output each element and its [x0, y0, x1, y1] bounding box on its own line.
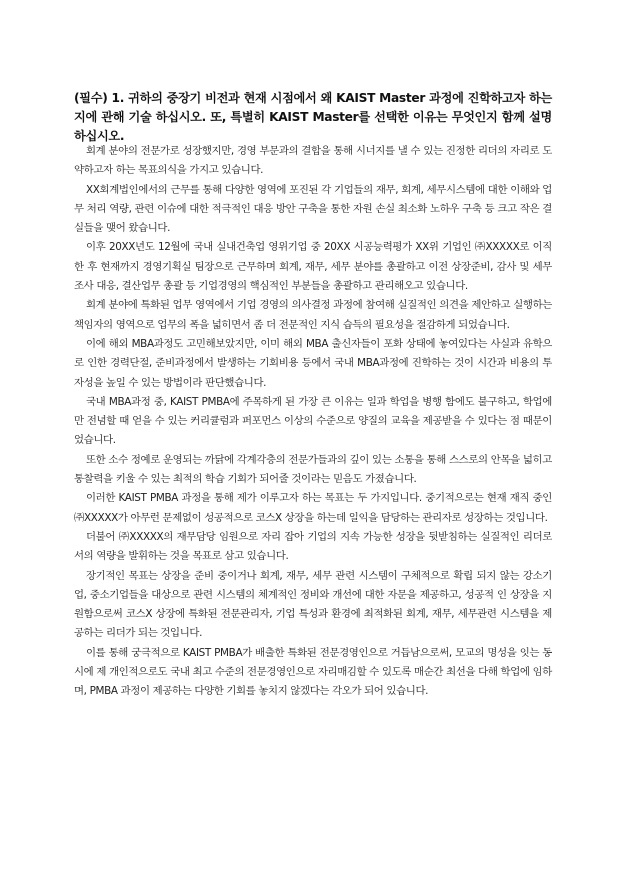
answer-paragraph: 이후 20XX년도 12월에 국내 실내건축업 영위기업 중 20XX 시공능력평가 XX위 기업인 ㈜XXXXX로 이직한 후 현재까지 경영기획실 팀장으로 근무하며 회계, 재무, 세무 분야를 총괄하고 이전 상장준비, 감사 및 세무조사 대응, 결산업무 총괄 등 기업경영의 핵심적인 부분들을 총괄하고 관리해오고 있습니다.: [74, 241, 552, 293]
answer-paragraph: 장기적인 목표는 상장을 준비 중이거나 회계, 재무, 세무 관련 시스템이 구체적으로 확립 되지 않는 강소기업, 중소기업들을 대상으로 관련 시스템의 체계적인 정비와 개선에 대한 자문을 제공하고, 성공적 인 상장을 지원함으로써 코스X 상장에 특화된 전문관리자, 기업 특성과 환경에 최적화된 회계, 재무, 세무관련 시스템을 제공하는 리더가 되는 것입니다.: [74, 569, 552, 640]
answer-paragraph: 회계 분야에 특화된 업무 영역에서 기업 경영의 의사결정 과정에 참여해 실질적인 의견을 제안하고 실행하는 책임자의 영역으로 업무의 폭을 넓히면서 좀 더 전문적인 지식 습득의 필요성을 절감하게 되었습니다.: [74, 299, 552, 331]
answer-paragraph: 이에 해외 MBA과정도 고민해보았지만, 이미 해외 MBA 출신자들이 포화 상태에 놓여있다는 사실과 유학으로 인한 경력단절, 준비과정에서 발생하는 기회비용 등에서 국내 MBA과정에 진학하는 것이 시간과 비용의 투자성을 높일 수 있는 방법이라 판단했습니다.: [74, 337, 552, 389]
answer-paragraph: XX회계법인에서의 근무를 통해 다양한 영역에 포진된 각 기업들의 재무, 회계, 세무시스템에 대한 이해와 업무 처리 역량, 관련 이슈에 대한 적극적인 대응 방안 구축을 통한 자원 손실 최소화 노하우 구축 등 크고 작은 결실들을 맺어 왔습니다.: [74, 183, 552, 235]
answer-paragraph: 국내 MBA과정 중, KAIST PMBA에 주목하게 된 가장 큰 이유는 일과 학업을 병행 함에도 불구하고, 학업에만 전념할 때 얻을 수 있는 커리큘럼과 퍼포먼스 이상의 수준으로 양질의 교육을 제공받을 수 있다는 점 때문이었습니다.: [74, 395, 552, 447]
essay-answer: [74, 142, 552, 702]
answer-paragraph: 더불어 ㈜XXXXX의 재무담당 임원으로 자리 잡아 기업의 지속 가능한 성장을 뒷받침하는 실질적인 리더로서의 역량을 발휘하는 것을 목표로 삼고 있습니다.: [74, 530, 552, 563]
answer-paragraph: 회계 분야의 전문가로 성장했지만, 경영 부문과의 결합을 통해 시너지를 낼 수 있는 진정한 리더의 자리로 도약하고자 하는 목표의식을 가지고 있습니다.: [74, 145, 552, 177]
answer-paragraph: 이를 통해 궁극적으로 KAIST PMBA가 배출한 특화된 전문경영인으로 거듭남으로써, 모교의 명성을 잇는 동시에 제 개인적으로도 국내 최고 수준의 전문경영인으로 자리매김할 수 있도록 매순간 최선을 다해 학업에 임하며, PMBA 과정이 제공하는 다양한 기회를 놓치지 않겠다는 각오가 되어 있습니다.: [74, 646, 552, 698]
answer-paragraph: 또한 소수 정예로 운영되는 까닭에 각계각층의 전문가들과의 깊이 있는 소통을 통해 스스로의 안목을 넓히고 통찰력을 키울 수 있는 최적의 학습 기회가 되어줄 것이라는 믿음도 가졌습니다.: [74, 453, 552, 486]
answer-paragraph: 이러한 KAIST PMBA 과정을 통해 제가 이루고자 하는 목표는 두 가지입니다. 중기적으로는 현재 재직 중인 ㈜XXXXX가 아무런 문제없이 성공적으로 코스X 상장을 하는데 일익을 담당하는 관리자로 성장하는 것입니다.: [74, 492, 552, 524]
essay-question: (필수) 1. 귀하의 중장기 비전과 현재 시점에서 왜 KAIST Master 과정에 진학하고자 하는지에 관해 기술 하십시오. 또, 특별히 KAIST Master를 선택한 이유는 무엇인지 함께 설명하십시오.: [74, 91, 552, 143]
